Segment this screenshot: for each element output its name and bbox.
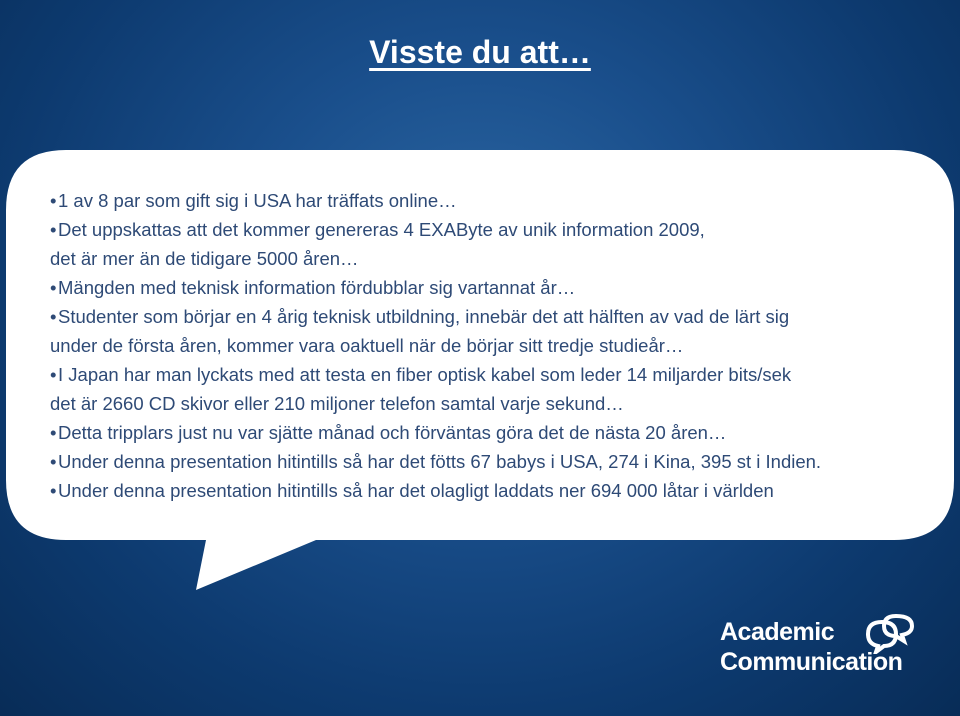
bullet-text: 1 av 8 par som gift sig i USA har träffats online… <box>58 190 457 211</box>
bullet-item <box>50 215 956 244</box>
bullet-item <box>50 418 956 447</box>
bullet-dot-icon: • <box>50 277 57 298</box>
bullet-text: Mängden med teknisk information fördubblar sig vartannat år… <box>58 277 576 298</box>
bullet-item-continuation <box>50 244 956 273</box>
bullet-dot-icon: • <box>50 190 57 211</box>
bullet-item <box>50 186 956 215</box>
bullet-text: Detta tripplars just nu var sjätte månad och förväntas göra det de nästa 20 åren… <box>58 422 727 443</box>
academic-communication-logo <box>720 614 940 684</box>
bullet-item <box>50 273 956 302</box>
logo-text-line2: Communication <box>720 648 903 676</box>
bullet-text: det är mer än de tidigare 5000 åren… <box>50 248 359 269</box>
speech-bubbles-icon <box>862 614 918 654</box>
bullet-list <box>50 186 956 505</box>
logo-text-line1: Academic <box>720 618 835 646</box>
bullet-text: I Japan har man lyckats med att testa en fiber optisk kabel som leder 14 miljarder bits/sek <box>58 364 792 385</box>
bullet-item <box>50 476 956 505</box>
bullet-item <box>50 447 956 476</box>
bullet-text: Det uppskattas att det kommer genereras 4 EXAByte av unik information 2009, <box>58 219 705 240</box>
bullet-text: det är 2660 CD skivor eller 210 miljoner telefon samtal varje sekund… <box>50 393 624 414</box>
bullet-item-continuation <box>50 389 956 418</box>
bullet-dot-icon: • <box>50 480 57 501</box>
bullet-text: under de första åren, kommer vara oaktuell när de börjar sitt tredje studieår… <box>50 335 684 356</box>
bullet-item-continuation <box>50 331 956 360</box>
slide-title: Visste du att… <box>369 34 591 70</box>
bullet-dot-icon: • <box>50 219 57 240</box>
bullet-dot-icon: • <box>50 451 57 472</box>
bullet-item <box>50 302 956 331</box>
bullet-text: Under denna presentation hitintills så har det olagligt laddats ner 694 000 låtar i världen <box>58 480 774 501</box>
bullet-text: Studenter som börjar en 4 årig teknisk utbildning, innebär det att hälften av vad de lärt sig <box>58 306 790 327</box>
bullet-item <box>50 360 956 389</box>
bullet-dot-icon: • <box>50 306 57 327</box>
bullet-dot-icon: • <box>50 422 57 443</box>
bullet-text: Under denna presentation hitintills så har det fötts 67 babys i USA, 274 i Kina, 395 st i Indien. <box>58 451 822 472</box>
bullet-dot-icon: • <box>50 364 57 385</box>
